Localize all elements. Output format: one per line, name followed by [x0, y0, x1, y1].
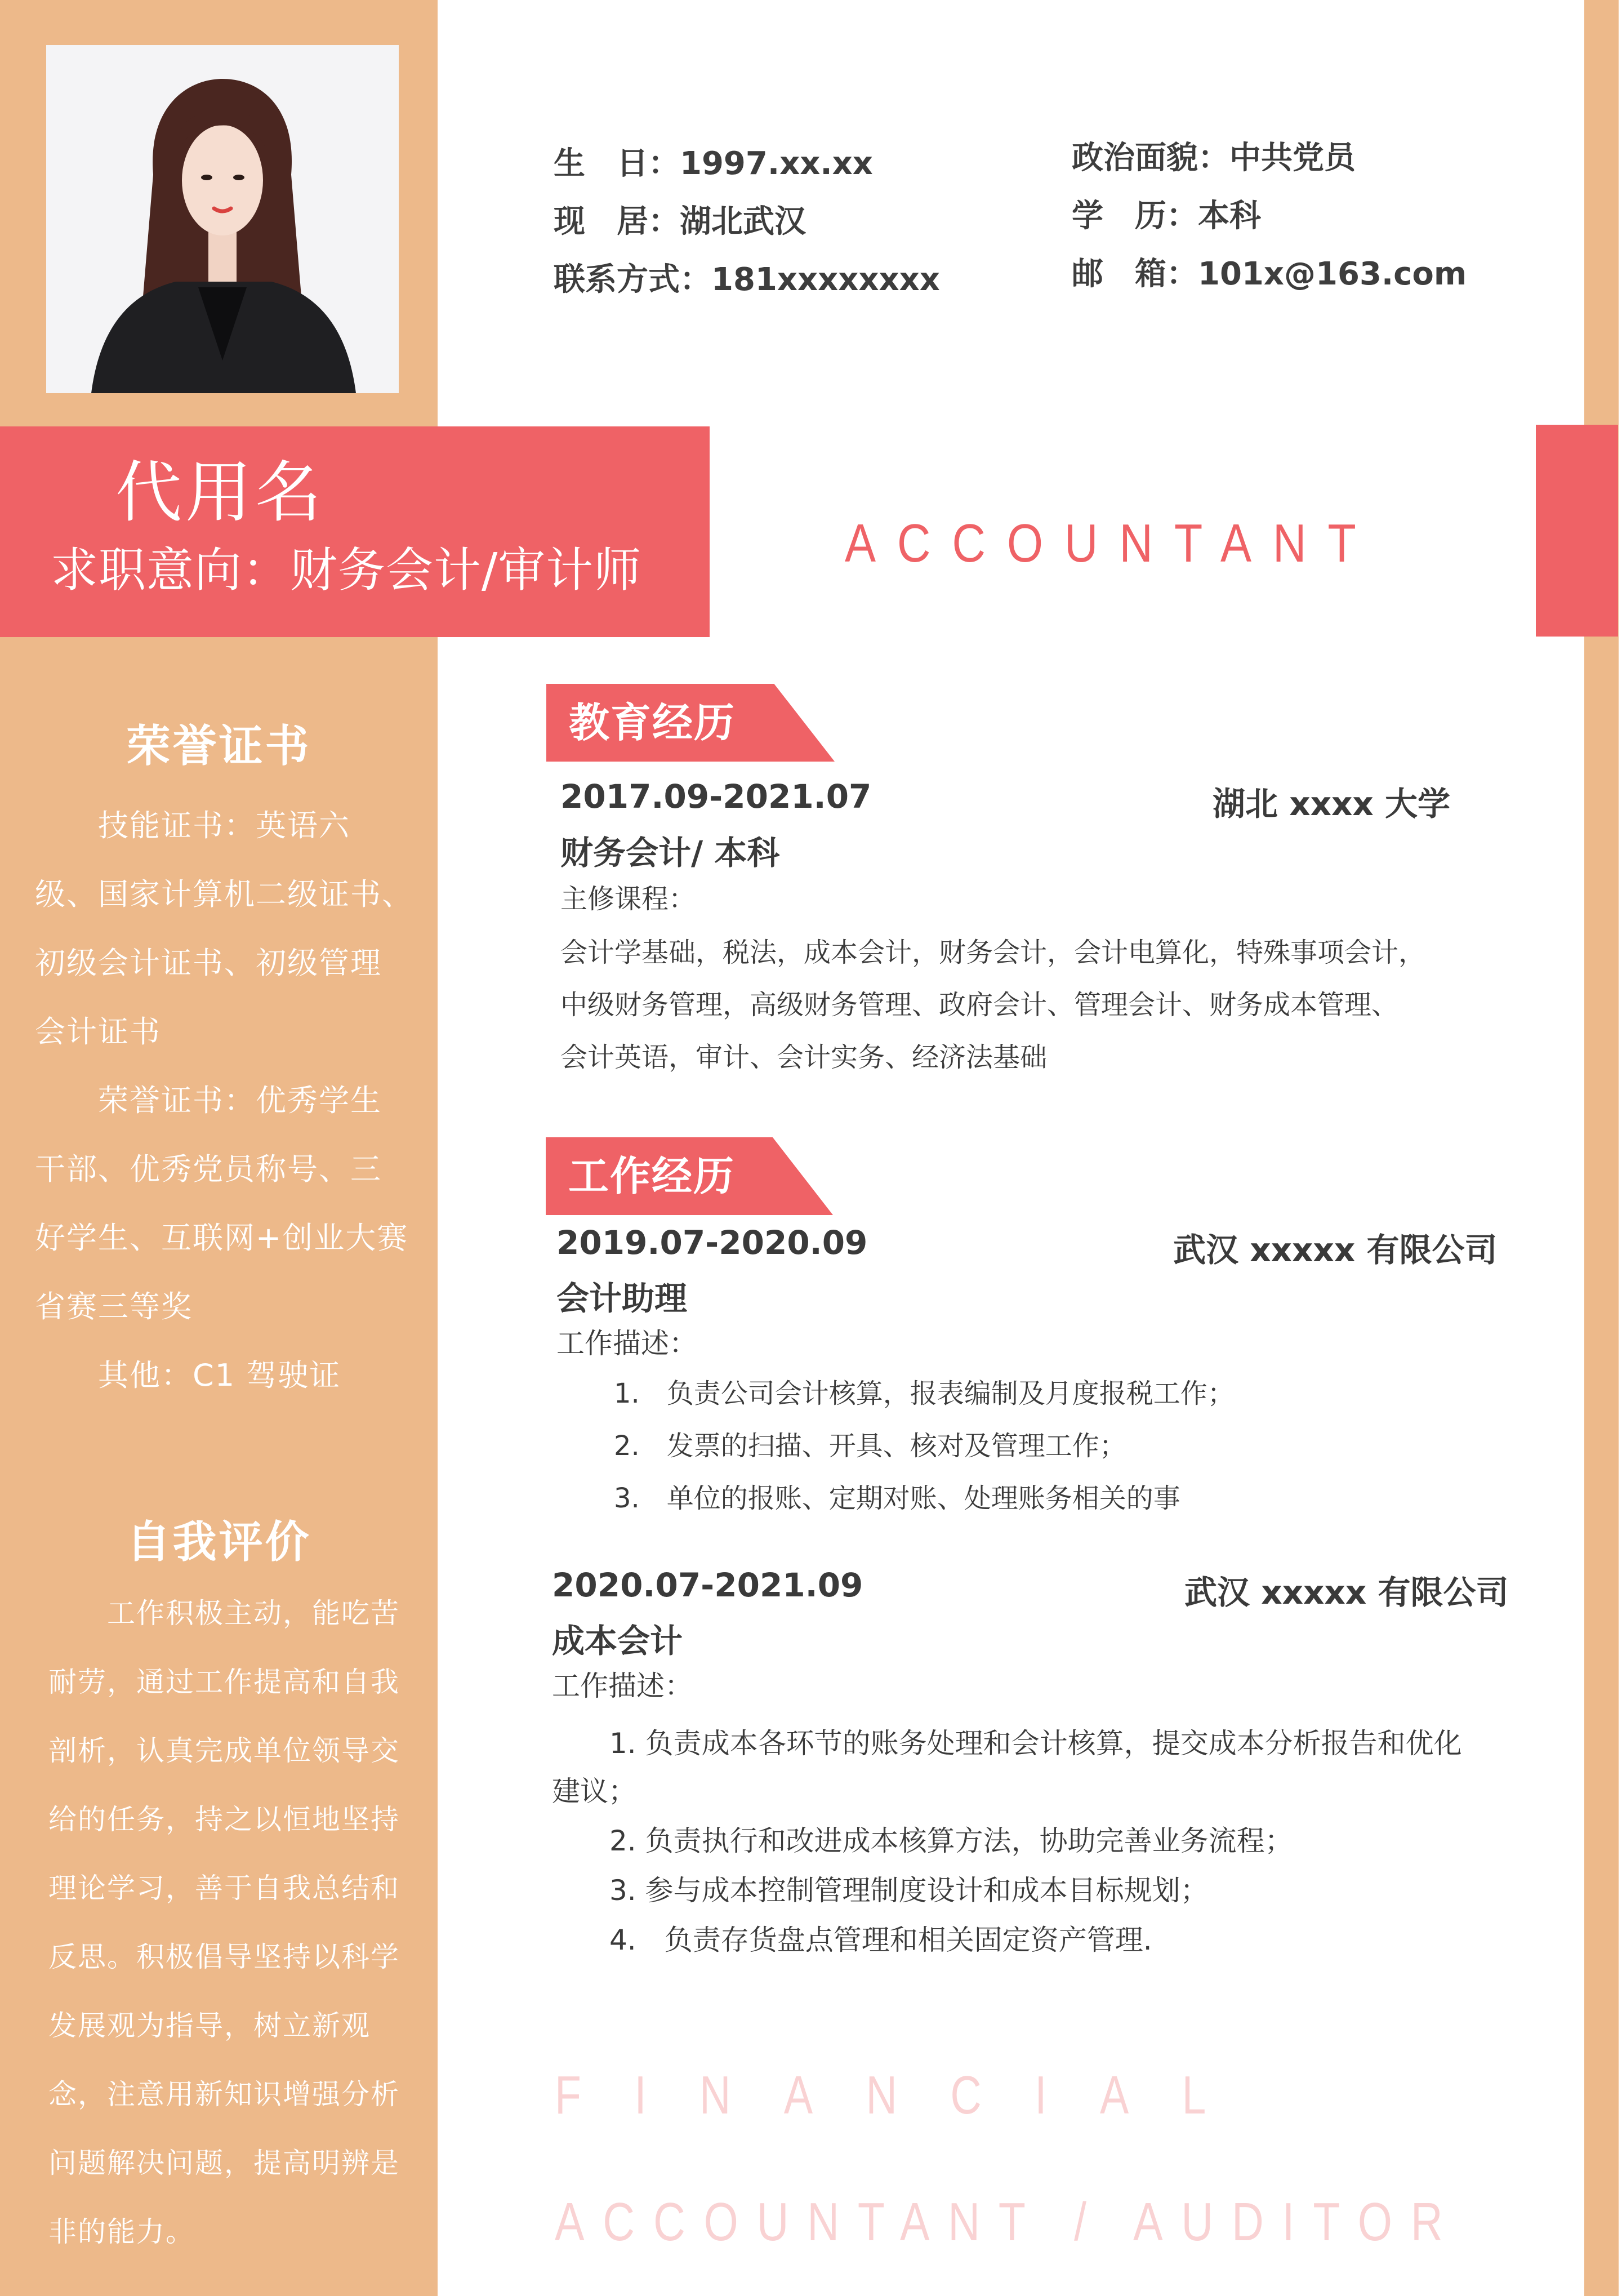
- courses-line: 会计英语，审计、会计实务、经济法基础: [560, 1042, 1048, 1073]
- info-value: 湖北武汉: [680, 203, 806, 240]
- right-accent-block: [1536, 425, 1618, 637]
- job-position: 会计助理: [556, 1279, 688, 1318]
- info-value: 181xxxxxxxx: [711, 261, 940, 298]
- honors-line: 会计证书: [35, 1014, 161, 1049]
- self-eval-text: [48, 1579, 400, 2266]
- info-value: 本科: [1198, 198, 1261, 234]
- info-value: 1997.xx.xx: [680, 145, 873, 182]
- job-duty: 2. 负责执行和改进成本核算方法，协助完善业务流程；: [609, 1825, 1293, 1857]
- info-label: 邮 箱：: [1072, 256, 1198, 292]
- job-desc-label: 工作描述：: [556, 1327, 697, 1360]
- courses-line: 中级财务管理，高级财务管理、政府会计、管理会计、财务成本管理、: [560, 989, 1399, 1021]
- info-political-status: [1072, 138, 1356, 179]
- job-company: 武汉 xxxxx 有限公司: [1173, 1231, 1498, 1269]
- honors-line: 荣誉证书：优秀学生: [35, 1083, 382, 1118]
- honors-list: [35, 791, 413, 1410]
- info-value: 101x@163.com: [1198, 256, 1467, 292]
- job-duty: 3. 单位的报账、定期对账、处理账务相关的事: [614, 1483, 1180, 1514]
- job-intent: 求职意向：财务会计/审计师: [51, 542, 642, 598]
- profile-photo: [46, 45, 399, 393]
- portrait-icon: [46, 45, 399, 393]
- job-duty: 4. 负责存货盘点管理和相关固定资产管理.: [609, 1924, 1152, 1956]
- self-eval-line: 问题解决问题，提高明辨是: [48, 2147, 400, 2179]
- honors-line: 好学生、互联网+创业大赛: [35, 1220, 409, 1256]
- info-value: 中共党员: [1229, 140, 1356, 176]
- self-eval-line: 发展观为指导，树立新观: [48, 2009, 371, 2042]
- courses-label: 主修课程：: [560, 883, 696, 915]
- self-eval-line: 念，注意用新知识增强分析: [48, 2078, 400, 2111]
- honors-line: 干部、优秀党员称号、三: [35, 1151, 382, 1187]
- job-duty: 3. 参与成本控制管理制度设计和成本目标规划；: [609, 1874, 1209, 1907]
- honors-line: 技能证书：英语六: [35, 808, 350, 843]
- info-label: 政治面貌：: [1072, 140, 1229, 176]
- job-period: 2020.07-2021.09: [552, 1566, 863, 1604]
- candidate-name: 代用名: [115, 453, 326, 531]
- honors-title: 荣誉证书: [126, 721, 311, 772]
- section-tag-work: [546, 1137, 833, 1215]
- edu-school: 湖北 xxxx 大学: [1213, 785, 1451, 823]
- info-phone: [554, 260, 940, 300]
- edu-major: 财务会计/ 本科: [560, 834, 780, 872]
- self-eval-line: 反思。积极倡导坚持以科学: [48, 1941, 400, 1973]
- job-company: 武汉 xxxxx 有限公司: [1184, 1573, 1509, 1612]
- info-label: 学 历：: [1072, 198, 1198, 234]
- info-email: [1072, 254, 1467, 295]
- section-title: 工作经历: [568, 1153, 736, 1200]
- self-eval-line: 耐劳，通过工作提高和自我: [48, 1666, 400, 1698]
- job-period: 2019.07-2020.09: [556, 1223, 868, 1262]
- watermark-accountant-auditor: ACCOUNTANT / AUDITOR: [555, 2192, 1461, 2252]
- honors-line: 级、国家计算机二级证书、: [35, 876, 413, 912]
- self-eval-line: 剖析，认真完成单位领导交: [48, 1734, 400, 1767]
- self-eval-line: 非的能力。: [48, 2215, 195, 2248]
- section-title: 教育经历: [569, 699, 736, 746]
- section-tag-education: [546, 684, 835, 762]
- honors-line: 省赛三等奖: [35, 1289, 193, 1324]
- info-birthday: [554, 144, 873, 184]
- info-residence: [554, 202, 806, 242]
- name-banner: [0, 426, 710, 637]
- job-desc-label: 工作描述：: [552, 1670, 693, 1702]
- info-label: 生 日：: [554, 145, 680, 182]
- info-education-level: [1072, 196, 1261, 237]
- self-eval-line: 理论学习，善于自我总结和: [48, 1872, 400, 1905]
- edu-period: 2017.09-2021.07: [560, 777, 872, 816]
- job-position: 成本会计: [552, 1622, 683, 1660]
- job-duty: 1. 负责成本各环节的账务处理和会计核算，提交成本分析报告和优化: [609, 1727, 1462, 1760]
- headline-accountant: ACCOUNTANT: [845, 513, 1378, 573]
- honors-line: 初级会计证书、初级管理: [35, 945, 382, 981]
- job-duty-continued: 建议；: [552, 1775, 636, 1808]
- info-label: 现 居：: [554, 203, 680, 240]
- self-eval-title: 自我评价: [126, 1517, 311, 1568]
- honors-line: 其他：C1 驾驶证: [35, 1358, 341, 1393]
- info-label: 联系方式：: [554, 261, 711, 298]
- self-eval-line: 工作积极主动，能吃苦: [48, 1597, 400, 1630]
- job-duty: 1. 负责公司会计核算，报表编制及月度报税工作；: [614, 1378, 1235, 1409]
- courses-line: 会计学基础，税法，成本会计，财务会计，会计电算化，特殊事项会计，: [560, 937, 1426, 968]
- self-eval-line: 给的任务，持之以恒地坚持: [48, 1803, 400, 1836]
- watermark-financial: FINANCIAL: [555, 2065, 1259, 2125]
- job-duty: 2. 发票的扫描、开具、核对及管理工作；: [614, 1430, 1126, 1462]
- right-decorative-stripe: [1584, 0, 1619, 2296]
